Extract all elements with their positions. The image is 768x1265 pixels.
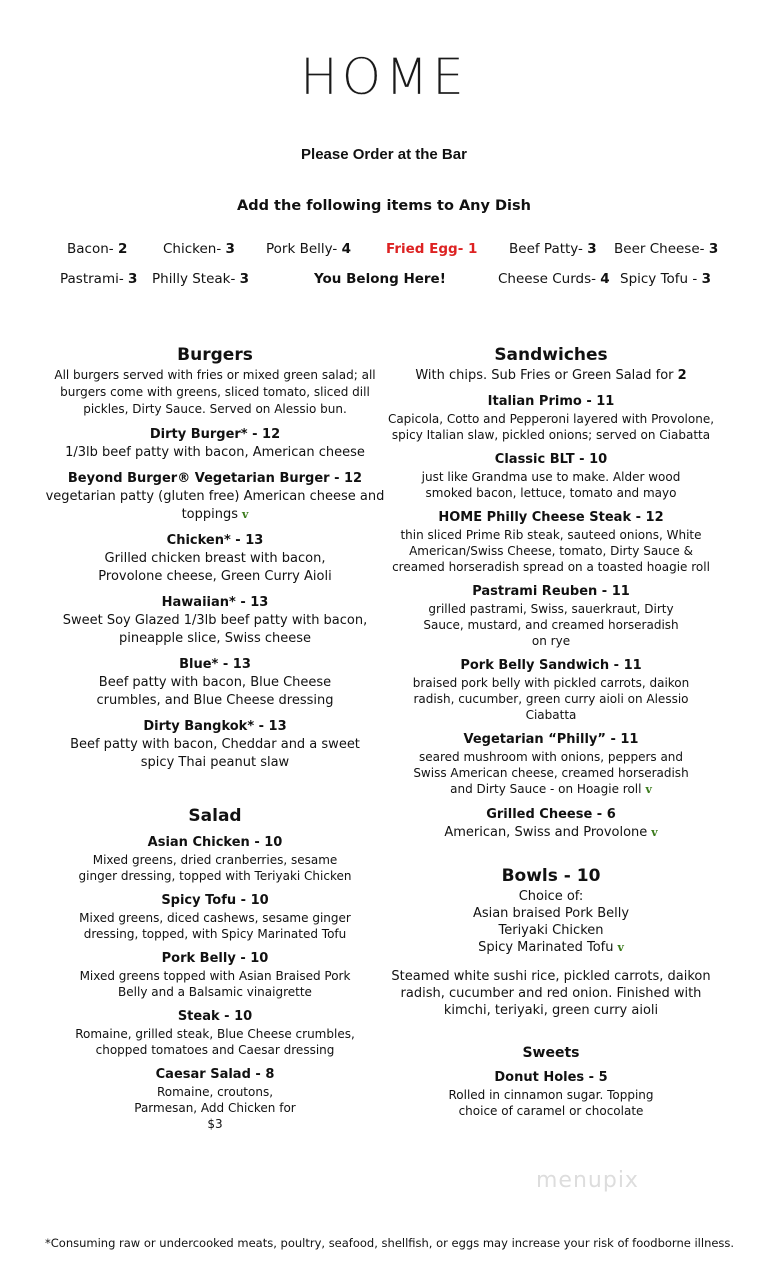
addon-beer-cheese: Beer Cheese- 3	[614, 241, 719, 257]
item-name: Pastrami Reuben - 11	[472, 584, 630, 599]
sweets-title: Sweets	[522, 1045, 580, 1061]
salad-title: Salad	[188, 806, 242, 826]
item-name: HOME Philly Cheese Steak - 12	[438, 510, 664, 525]
addon-fried-egg: Fried Egg- 1	[386, 241, 478, 257]
addon-spicy-tofu: Spicy Tofu - 3	[620, 271, 711, 287]
item-desc: American, Swiss and Provolone v	[444, 825, 658, 840]
item-desc: Capicola, Cotto and Pepperoni layered with Provolone, spicy Italian slaw, pickled onions; served on Ciabatta	[387, 412, 715, 442]
item-name: Classic BLT - 10	[494, 452, 608, 467]
menu-item	[385, 1069, 717, 1119]
addon-beef-patty: Beef Patty- 3	[509, 241, 597, 257]
sandwiches-subtitle: With chips. Sub Fries or Green Salad for 2	[415, 368, 687, 383]
menu-item	[45, 950, 385, 1000]
addon-philly-steak: Philly Steak- 3	[152, 271, 250, 287]
menu-item	[45, 532, 385, 586]
bowl-choice: Asian braised Pork Belly	[472, 906, 630, 921]
menu-item	[45, 426, 385, 462]
watermark: menupix	[536, 1168, 639, 1193]
item-desc: Beef patty with bacon, Cheddar and a sweet spicy Thai peanut slaw	[70, 737, 360, 770]
item-name: Hawaiian* - 13	[161, 595, 269, 610]
item-desc: vegetarian patty (gluten free) American cheese and toppings v	[45, 489, 385, 522]
you-belong-here: You Belong Here!	[314, 271, 446, 287]
vegetarian-icon: v	[651, 826, 658, 839]
item-name: Pork Belly - 10	[161, 951, 269, 966]
item-name: Asian Chicken - 10	[147, 835, 283, 850]
burgers-subtitle: All burgers served with fries or mixed green salad; all burgers come with greens, sliced tomato, sliced dill pickles, Dirty Sauce. Served on Alessio bun.	[54, 368, 376, 416]
vegetarian-icon: v	[645, 783, 652, 796]
left-column	[45, 345, 385, 1132]
item-name: Grilled Cheese - 6	[486, 807, 616, 822]
bowl-choice: Spicy Marinated Tofu v	[478, 940, 624, 955]
menu-item	[45, 656, 385, 710]
menu-item	[45, 1066, 385, 1132]
item-name: Beyond Burger® Vegetarian Burger - 12	[67, 471, 363, 486]
bowl-choice: Teriyaki Chicken	[498, 923, 604, 938]
sandwiches-title: Sandwiches	[494, 345, 608, 365]
item-desc: Mixed greens topped with Asian Braised Pork Belly and a Balsamic vinaigrette	[79, 969, 351, 999]
vegetarian-icon: v	[242, 508, 249, 521]
menu-item	[385, 583, 717, 649]
menu-item	[45, 834, 385, 884]
right-column	[385, 345, 717, 1119]
addon-chicken: Chicken- 3	[163, 241, 235, 257]
footer-disclaimer: *Consuming raw or undercooked meats, poultry, seafood, shellfish, or eggs may increase your risk of foodborne illness.	[45, 1236, 735, 1250]
order-note: Please Order at the Bar	[301, 146, 467, 163]
bowls-choice-label: Choice of:	[518, 889, 584, 904]
item-name: Pork Belly Sandwich - 11	[460, 658, 642, 673]
item-desc: Mixed greens, diced cashews, sesame ginger dressing, topped, with Spicy Marinated Tofu	[79, 911, 351, 941]
item-desc: just like Grandma use to make. Alder wood smoked bacon, lettuce, tomato and mayo	[421, 470, 681, 500]
item-name: Italian Primo - 11	[487, 394, 615, 409]
item-desc: Sweet Soy Glazed 1/3lb beef patty with bacon, pineapple slice, Swiss cheese	[62, 613, 368, 646]
item-name: Spicy Tofu - 10	[161, 893, 269, 908]
menu-item	[385, 731, 717, 798]
item-desc: 1/3lb beef patty with bacon, American cheese	[65, 445, 365, 460]
menu-item	[385, 451, 717, 501]
menu-item	[385, 393, 717, 443]
item-name: Caesar Salad - 8	[155, 1067, 275, 1082]
menu-item	[385, 806, 717, 842]
item-desc: thin sliced Prime Rib steak, sauteed onions, White American/Swiss Cheese, tomato, Dirty Sauce & creamed horseradish spread on a toasted hoagie roll	[392, 528, 710, 574]
menu-item	[45, 718, 385, 772]
addon-pastrami: Pastrami- 3	[60, 271, 138, 287]
addon-pork-belly: Pork Belly- 4	[266, 241, 351, 257]
item-name: Donut Holes - 5	[494, 1070, 608, 1085]
item-desc: Mixed greens, dried cranberries, sesame ginger dressing, topped with Teriyaki Chicken	[78, 853, 352, 883]
addon-bacon: Bacon- 2	[67, 241, 128, 257]
item-name: Chicken* - 13	[166, 533, 264, 548]
item-desc: grilled pastrami, Swiss, sauerkraut, Dirty Sauce, mustard, and creamed horseradish on rye	[423, 602, 679, 648]
menu-item	[45, 594, 385, 648]
bowls-desc: Steamed white sushi rice, pickled carrots, daikon radish, cucumber and red onion. Finished with kimchi, teriyaki, green curry aioli	[391, 969, 711, 1018]
item-desc: braised pork belly with pickled carrots, daikon radish, cucumber, green curry aioli on Alessio Ciabatta	[412, 676, 690, 722]
menu-item	[385, 657, 717, 723]
item-desc: Rolled in cinnamon sugar. Topping choice of caramel or chocolate	[448, 1088, 654, 1118]
item-name: Dirty Bangkok* - 13	[143, 719, 287, 734]
item-desc: Beef patty with bacon, Blue Cheese crumbles, and Blue Cheese dressing	[96, 675, 334, 708]
item-desc: Romaine, croutons, Parmesan, Add Chicken for $3	[134, 1085, 296, 1131]
bowls-title: Bowls - 10	[501, 866, 601, 886]
addons-title: Add the following items to Any Dish	[237, 198, 531, 214]
item-name: Steak - 10	[177, 1009, 253, 1024]
item-desc: Romaine, grilled steak, Blue Cheese crumbles, chopped tomatoes and Caesar dressing	[75, 1027, 355, 1057]
item-desc: Grilled chicken breast with bacon, Provolone cheese, Green Curry Aioli	[98, 551, 332, 584]
menu-item	[45, 892, 385, 942]
item-name: Blue* - 13	[179, 657, 251, 672]
restaurant-logo: HOME	[300, 48, 468, 106]
vegetarian-icon: v	[617, 941, 624, 954]
burgers-title: Burgers	[177, 345, 253, 365]
item-name: Dirty Burger* - 12	[149, 427, 281, 442]
menu-item	[385, 509, 717, 575]
item-name: Vegetarian “Philly” - 11	[463, 732, 639, 747]
addon-cheese-curds: Cheese Curds- 4	[498, 271, 610, 287]
menu-item	[45, 1008, 385, 1058]
menu-item	[45, 470, 385, 524]
item-desc: seared mushroom with onions, peppers and Swiss American cheese, creamed horseradish and Dirty Sauce - on Hoagie roll v	[413, 750, 689, 796]
